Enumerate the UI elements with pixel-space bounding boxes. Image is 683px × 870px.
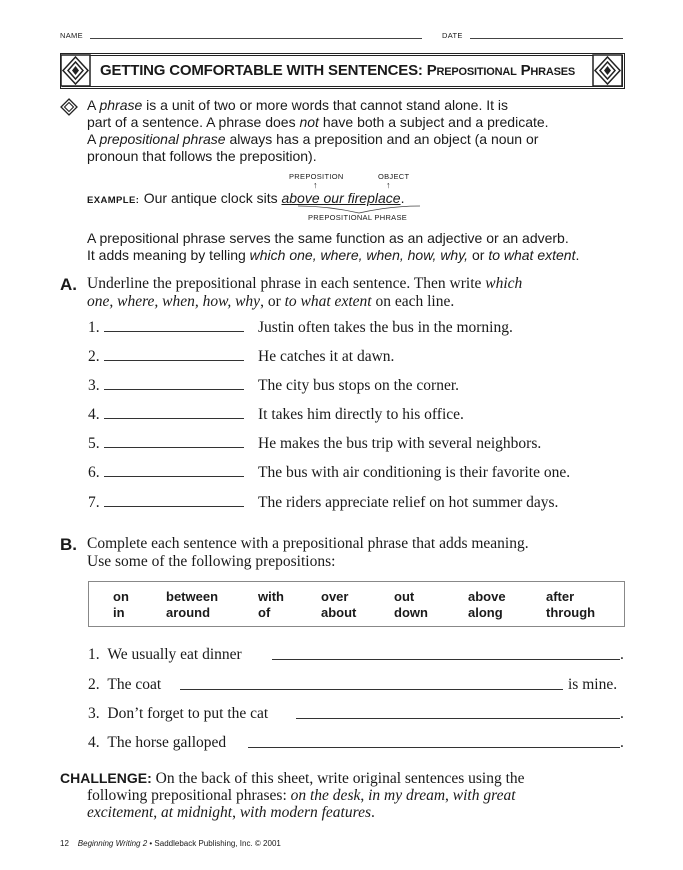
date-line[interactable] xyxy=(470,38,623,39)
preposition-word: along xyxy=(468,605,503,620)
list-item: 5. He makes the bus trip with several neighbors. xyxy=(88,435,542,452)
preposition-word: above xyxy=(468,589,506,604)
list-item: 1. We usually eat dinner xyxy=(88,646,242,663)
intro-paragraph: A phrase is a unit of two or more words that cannot stand alone. It is part of a sentence. A phrase does not have both a subject and a predicate. A prepositional phrase always has a preposition and an object (a noun or pronoun that follows the preposition). xyxy=(87,97,549,164)
preposition-word: of xyxy=(258,605,271,620)
list-item: 2. He catches it at dawn. xyxy=(88,348,395,365)
answer-blank[interactable] xyxy=(104,464,244,477)
preposition-word: after xyxy=(546,589,575,604)
object-label: OBJECT xyxy=(378,172,410,181)
part-b-instructions: Complete each sentence with a prepositional phrase that adds meaning. Use some of the following prepositions: xyxy=(87,535,529,570)
list-item: 3. The city bus stops on the corner. xyxy=(88,377,460,394)
preposition-word: with xyxy=(258,589,284,604)
function-paragraph: A prepositional phrase serves the same function as an adjective or an adverb. It adds meaning by telling which one, where, when, how, why, or to what extent. xyxy=(87,230,580,263)
preposition-word: out xyxy=(394,589,415,604)
list-item: 3. Don’t forget to put the cat xyxy=(88,705,269,722)
answer-blank[interactable] xyxy=(248,747,620,748)
example-line: EXAMPLE: Our antique clock sits above our fireplace. xyxy=(87,190,405,206)
sentence-end: . xyxy=(620,705,624,722)
answer-blank[interactable] xyxy=(296,718,620,719)
object-arrow-icon: ↑ xyxy=(386,180,391,190)
preposition-label: PREPOSITION xyxy=(289,172,344,181)
answer-blank[interactable] xyxy=(180,689,563,690)
phrase-label: PREPOSITIONAL PHRASE xyxy=(308,213,408,222)
answer-blank[interactable] xyxy=(272,659,620,660)
preposition-word: in xyxy=(113,605,125,620)
preposition-word: on xyxy=(113,589,129,604)
answer-blank[interactable] xyxy=(104,377,244,390)
date-label: DATE xyxy=(442,31,463,40)
name-label: NAME xyxy=(60,31,83,40)
answer-blank[interactable] xyxy=(104,494,244,507)
list-item: 1. Justin often takes the bus in the morning. xyxy=(88,319,513,336)
answer-blank[interactable] xyxy=(104,319,244,332)
list-item: 6. The bus with air conditioning is their favorite one. xyxy=(88,464,571,481)
preposition-word: over xyxy=(321,589,349,604)
preposition-word: through xyxy=(546,605,596,620)
preposition-word: between xyxy=(166,589,219,604)
part-b-letter: B. xyxy=(60,535,77,554)
sentence-end: . xyxy=(620,734,624,751)
list-item: 2. The coat xyxy=(88,676,162,693)
answer-blank[interactable] xyxy=(104,435,244,448)
diamond-ornament-right-icon xyxy=(592,54,623,87)
sentence-end: is mine. xyxy=(568,676,618,693)
preposition-word: about xyxy=(321,605,357,620)
list-item: 7. The riders appreciate relief on hot summer days. xyxy=(88,494,559,511)
answer-blank[interactable] xyxy=(104,348,244,361)
challenge-paragraph: CHALLENGE: On the back of this sheet, write original sentences using the following prepositional phrases: on the desk, in my dream, with great excitement, at midnight, with modern features. xyxy=(60,770,525,821)
preposition-word: down xyxy=(394,605,428,620)
footer: 12 Beginning Writing 2 • Saddleback Publishing, Inc. © 2001 xyxy=(60,839,281,848)
part-a-letter: A. xyxy=(60,275,77,294)
list-item: 4. It takes him directly to his office. xyxy=(88,406,464,423)
page-title: GETTING COMFORTABLE WITH SENTENCES: Prepositional Phrases xyxy=(100,62,576,79)
list-item: 4. The horse galloped xyxy=(88,734,227,751)
answer-blank[interactable] xyxy=(104,406,244,419)
name-line[interactable] xyxy=(90,38,422,39)
part-a-instructions: Underline the prepositional phrase in each sentence. Then write which one, where, when, how, why, or to what extent on each line. xyxy=(87,275,523,310)
sentence-end: . xyxy=(620,646,624,663)
bullet-diamond-icon xyxy=(60,98,78,116)
preposition-arrow-icon: ↑ xyxy=(313,180,318,190)
prepositions-box xyxy=(88,581,625,627)
preposition-word: around xyxy=(166,605,211,620)
diamond-ornament-left-icon xyxy=(60,54,91,87)
